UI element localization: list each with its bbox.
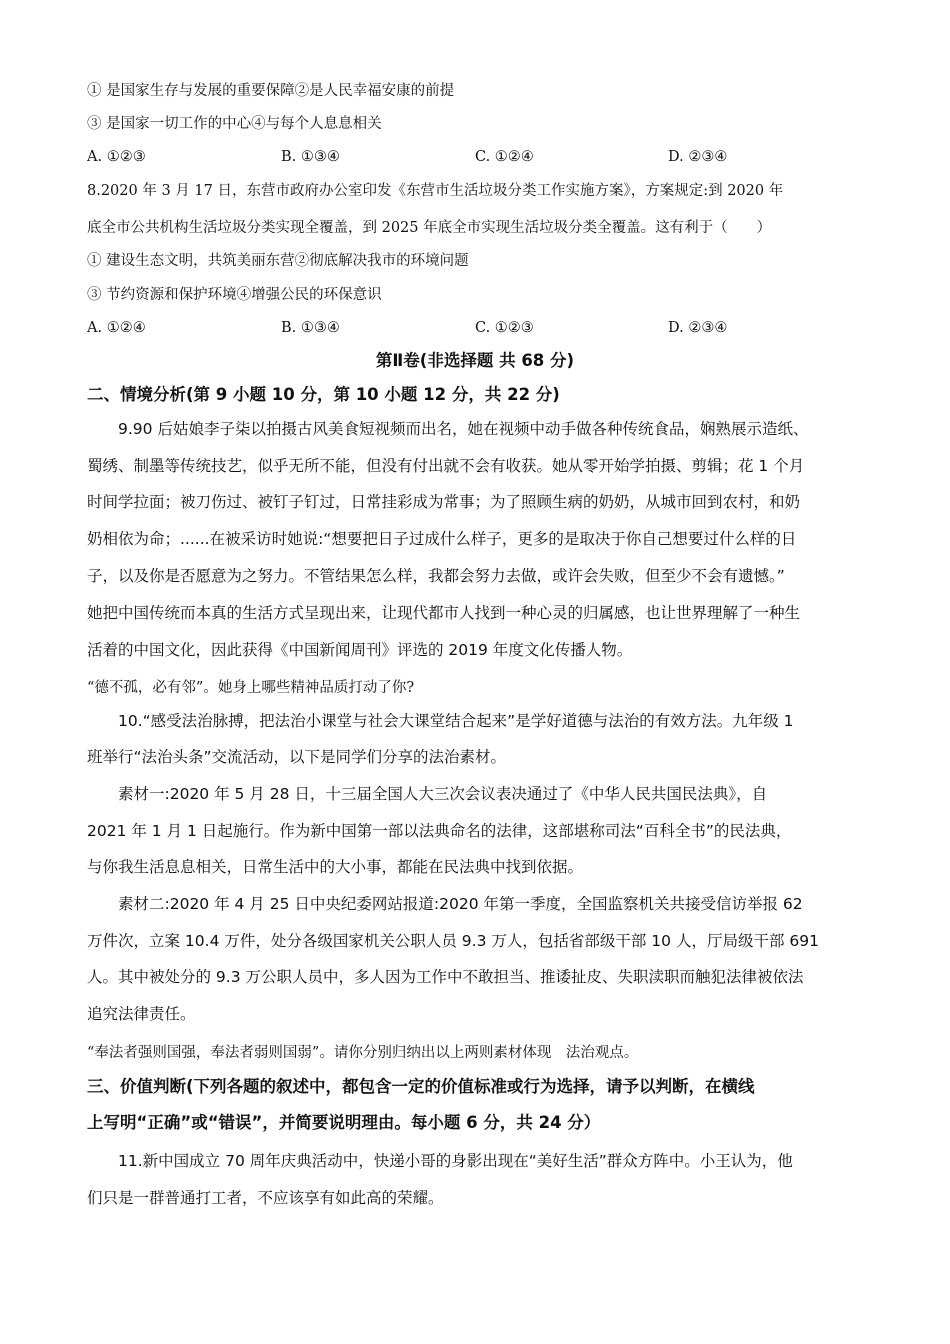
- q7-option-b: B. ①③④: [281, 149, 340, 165]
- q8-stem-line-2: 底全市公共机构生活垃圾分类实现全覆盖，到 2025 年底全市实现生活垃圾分类全覆盖。这有利于（ ）: [87, 220, 772, 236]
- q7-statement-line-1: ① 是国家生存与发展的重要保障②是人民幸福安康的前提: [87, 83, 455, 99]
- q7-option-a: A. ①②③: [87, 149, 146, 165]
- q9-line: 蜀绣、制墨等传统技艺，似乎无所不能，但没有付出就不会有收获。她从零开始学拍摄、剪辑；花 1 个月: [87, 457, 805, 475]
- section-3-heading-line-2: 上写明“正确”或“错误”，并简要说明理由。每小题 6 分，共 24 分）: [87, 1113, 601, 1132]
- q8-option-d: D. ②③④: [668, 320, 728, 336]
- q11-line: 们只是一群普通打工者，不应该享有如此高的荣耀。: [87, 1189, 444, 1207]
- q7-option-d: D. ②③④: [668, 149, 728, 165]
- q9-line: 时间学拉面；被刀伤过、被钉子钉过，日常挂彩成为常事；为了照顾生病的奶奶，从城市回到农村，和奶: [87, 493, 801, 511]
- q7-option-c: C. ①②④: [475, 149, 534, 165]
- q9-line: 子，以及你是否愿意为之努力。不管结果怎么样，我都会努力去做，或许会失败，但至少不会有遗憾。”: [87, 567, 785, 585]
- q8-statement-line-2: ③ 节约资源和保护环境④增强公民的环保意识: [87, 287, 382, 303]
- q8-statement-line-1: ① 建设生态文明，共筑美丽东营②彻底解决我市的环境问题: [87, 253, 469, 269]
- q7-statement-line-2: ③ 是国家一切工作的中心④与每个人息息相关: [87, 116, 382, 132]
- q9-question: “德不孤，必有邻”。她身上哪些精神品质打动了你?: [87, 680, 415, 696]
- q10-material-1-line: 2021 年 1 月 1 日起施行。作为新中国第一部以法典命名的法律，这部堪称司法“百科全书”的民法典，: [87, 822, 792, 840]
- q10-material-1-line: 与你我生活息息相关，日常生活中的大小事，都能在民法典中找到依据。: [87, 858, 584, 876]
- q10-material-2-line: 万件次，立案 10.4 万件，处分各级国家机关公职人员 9.3 万人，包括省部级干部 10 人，厅局级干部 691: [87, 932, 819, 950]
- q8-option-a: A. ①②④: [87, 320, 146, 336]
- q10-material-2-line: 追究法律责任。: [87, 1005, 196, 1023]
- q10-material-2-line: 素材二:2020 年 4 月 25 日中央纪委网站报道:2020 年第一季度，全国监察机关共接受信访举报 62: [118, 895, 803, 913]
- q10-line: 10.“感受法治脉搏，把法治小课堂与社会大课堂结合起来”是学好道德与法治的有效方法。九年级 1: [118, 712, 794, 730]
- q10-line: 班举行“法治头条”交流活动，以下是同学们分享的法治素材。: [87, 748, 507, 766]
- q8-option-c: C. ①②③: [475, 320, 534, 336]
- q11-line: 11.新中国成立 70 周年庆典活动中，快递小哥的身影出现在“美好生活”群众方阵中。小王认为，他: [118, 1152, 793, 1170]
- q9-line: 她把中国传统而本真的生活方式呈现出来，让现代都市人找到一种心灵的归属感，也让世界理解了一种生: [87, 604, 801, 622]
- q10-material-1-line: 素材一:2020 年 5 月 28 日，十三届全国人大三次会议表决通过了《中华人民共国民法典》，自: [118, 785, 768, 803]
- q10-material-2-line: 人。其中被处分的 9.3 万公职人员中，多人因为工作中不敢担当、推诿扯皮、失职渎职而触犯法律被依法: [87, 968, 804, 986]
- q10-question: “奉法者强则国强，奉法者弱则国弱”。请你分别归纳出以上两则素材体现 法治观点。: [87, 1045, 639, 1061]
- q9-line: 奶相依为命；......在被采访时她说:“想要把日子过成什么样子，更多的是取决于你自己想要过什么样的日: [87, 530, 797, 548]
- q9-line: 活着的中国文化，因此获得《中国新闻周刊》评选的 2019 年度文化传播人物。: [87, 641, 633, 659]
- q8-option-b: B. ①③④: [281, 320, 340, 336]
- part-2-title: 第Ⅱ卷(非选择题 共 68 分): [375, 351, 575, 370]
- q9-line: 9.90 后姑娘李子柒以拍摄古风美食短视频而出名，她在视频中动手做各种传统食品，娴熟展示造纸、: [118, 420, 809, 438]
- q8-stem-line-1: 8.2020 年 3 月 17 日，东营市政府办公室印发《东营市生活垃圾分类工作实施方案》，方案规定:到 2020 年: [87, 183, 784, 199]
- section-2-heading: 二、情境分析(第 9 小题 10 分，第 10 小题 12 分，共 22 分): [87, 385, 560, 404]
- section-3-heading-line-1: 三、价值判断(下列各题的叙述中，都包含一定的价值标准或行为选择，请予以判断，在横线: [87, 1077, 755, 1096]
